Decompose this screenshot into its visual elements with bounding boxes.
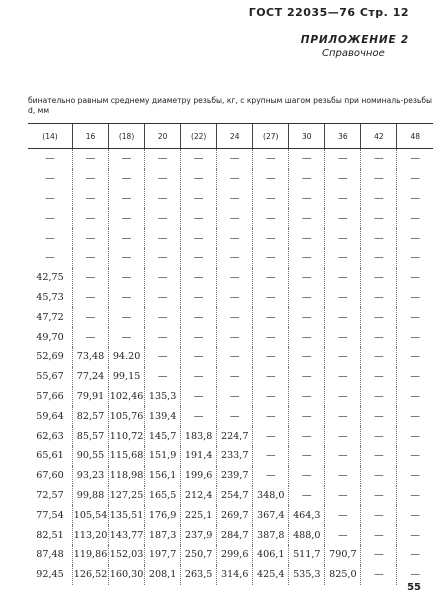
table-cell: —: [397, 466, 433, 486]
table-cell: 93,23: [73, 466, 109, 486]
table-cell: —: [325, 288, 361, 308]
column-header: 30: [289, 124, 325, 149]
table-cell: —: [45, 173, 55, 185]
table-row: [28, 387, 433, 407]
table-cell: —: [181, 169, 217, 189]
table-cell: —: [397, 208, 433, 228]
table-cell: —: [361, 387, 397, 407]
table-cell: 65,61: [36, 450, 64, 462]
table-cell: 511,7: [289, 545, 325, 565]
table-row: [28, 169, 433, 189]
column-header: (14): [28, 124, 73, 149]
table-cell: 59,64: [36, 410, 64, 422]
table-cell: 197,7: [145, 545, 181, 565]
table-cell: —: [361, 228, 397, 248]
table-cell: —: [181, 189, 217, 209]
table-cell: —: [73, 307, 109, 327]
table-cell: —: [217, 248, 253, 268]
table-cell: 45,73: [36, 291, 64, 303]
table-cell: —: [73, 189, 109, 209]
table-cell: —: [397, 189, 433, 209]
table-cell: —: [325, 426, 361, 446]
table-cell: —: [253, 268, 289, 288]
table-cell: 225,1: [181, 505, 217, 525]
table-cell: —: [289, 327, 325, 347]
table-cell: —: [181, 208, 217, 228]
table-cell: —: [217, 268, 253, 288]
table-cell: 406,1: [253, 545, 289, 565]
table-row: [28, 367, 433, 387]
table-cell: —: [253, 367, 289, 387]
table-cell: 92,45: [36, 569, 64, 581]
table-cell: —: [145, 268, 181, 288]
table-cell: —: [253, 208, 289, 228]
table-cell: —: [289, 208, 325, 228]
table-cell: —: [361, 466, 397, 486]
table-cell: —: [325, 387, 361, 407]
table-cell: —: [361, 347, 397, 367]
table-row: [28, 426, 433, 446]
table-cell: —: [289, 169, 325, 189]
table-cell: 145,7: [145, 426, 181, 446]
table-cell: 49,70: [36, 331, 64, 343]
table-cell: 314,6: [217, 565, 253, 585]
table-cell: —: [361, 426, 397, 446]
table-cell: —: [217, 149, 253, 169]
table-row: [28, 565, 433, 585]
table-cell: —: [361, 565, 397, 585]
table-cell: —: [217, 367, 253, 387]
table-cell: 254,7: [217, 486, 253, 506]
table-row: [28, 149, 433, 169]
table-cell: 250,7: [181, 545, 217, 565]
table-cell: —: [181, 248, 217, 268]
table-cell: 160,30: [109, 565, 145, 585]
table-cell: —: [289, 367, 325, 387]
table-cell: —: [397, 525, 433, 545]
table-cell: 187,3: [145, 525, 181, 545]
table-cell: —: [289, 228, 325, 248]
table-cell: —: [145, 347, 181, 367]
table-cell: —: [253, 248, 289, 268]
table-cell: —: [45, 252, 55, 264]
table-cell: —: [109, 228, 145, 248]
table-cell: 90,55: [73, 446, 109, 466]
column-header: (18): [109, 124, 145, 149]
table-cell: 284,7: [217, 525, 253, 545]
table-cell: —: [109, 307, 145, 327]
table-cell: 82,57: [73, 406, 109, 426]
column-header: 42: [361, 124, 397, 149]
table-row: [28, 327, 433, 347]
table-cell: —: [397, 347, 433, 367]
table-cell: —: [289, 149, 325, 169]
appendix-title: ПРИЛОЖЕНИЕ 2: [300, 34, 409, 46]
table-cell: —: [325, 268, 361, 288]
table-cell: 263,5: [181, 565, 217, 585]
table-cell: —: [397, 545, 433, 565]
table-cell: —: [289, 189, 325, 209]
data-table: [28, 123, 433, 585]
table-cell: —: [325, 466, 361, 486]
table-cell: —: [325, 406, 361, 426]
table-cell: 115,68: [109, 446, 145, 466]
table-cell: —: [145, 228, 181, 248]
table-cell: —: [217, 406, 253, 426]
table-row: [28, 208, 433, 228]
table-cell: 105,54: [73, 505, 109, 525]
table-cell: —: [397, 268, 433, 288]
table-cell: —: [361, 288, 397, 308]
table-cell: —: [253, 347, 289, 367]
table-cell: —: [397, 327, 433, 347]
table-cell: —: [73, 288, 109, 308]
table-cell: —: [73, 208, 109, 228]
table-cell: —: [289, 466, 325, 486]
table-cell: —: [289, 387, 325, 407]
table-cell: —: [397, 426, 433, 446]
table-cell: 212,4: [181, 486, 217, 506]
table-row: [28, 288, 433, 308]
table-cell: —: [361, 307, 397, 327]
table-cell: —: [361, 189, 397, 209]
table-cell: —: [109, 169, 145, 189]
table-header-row: [28, 124, 433, 149]
table-cell: 105,76: [109, 406, 145, 426]
table-cell: 119,86: [73, 545, 109, 565]
table-cell: —: [361, 327, 397, 347]
table-cell: 237,9: [181, 525, 217, 545]
table-cell: —: [325, 169, 361, 189]
table-cell: —: [181, 268, 217, 288]
table-cell: 99,15: [109, 367, 145, 387]
table-cell: 85,57: [73, 426, 109, 446]
table-cell: —: [325, 149, 361, 169]
table-cell: —: [109, 149, 145, 169]
column-header: 24: [217, 124, 253, 149]
table-cell: —: [73, 228, 109, 248]
table-cell: —: [181, 149, 217, 169]
table-row: [28, 228, 433, 248]
table-cell: 464,3: [289, 505, 325, 525]
table-row: [28, 189, 433, 209]
table-cell: —: [217, 307, 253, 327]
table-cell: 52,69: [36, 351, 64, 363]
table-cell: —: [73, 248, 109, 268]
column-header: (22): [181, 124, 217, 149]
table-cell: 425,4: [253, 565, 289, 585]
table-cell: —: [73, 268, 109, 288]
table-cell: 199,6: [181, 466, 217, 486]
table-row: [28, 545, 433, 565]
table-cell: —: [397, 248, 433, 268]
table-cell: 233,7: [217, 446, 253, 466]
table-cell: —: [325, 486, 361, 506]
table-cell: —: [397, 486, 433, 506]
table-cell: 77,24: [73, 367, 109, 387]
table-cell: —: [181, 367, 217, 387]
table-row: [28, 466, 433, 486]
table-cell: —: [397, 505, 433, 525]
table-cell: 224,7: [217, 426, 253, 446]
table-cell: 87,48: [36, 549, 64, 561]
table-cell: —: [361, 446, 397, 466]
table-cell: —: [325, 525, 361, 545]
table-cell: 42,75: [36, 272, 64, 284]
table-cell: —: [109, 189, 145, 209]
table-cell: —: [253, 149, 289, 169]
page-number: 55: [407, 582, 421, 593]
table-cell: —: [289, 446, 325, 466]
table-cell: 139,4: [145, 406, 181, 426]
table-cell: 825,0: [325, 565, 361, 585]
table-cell: —: [361, 486, 397, 506]
table-cell: —: [253, 169, 289, 189]
column-header: 20: [145, 124, 181, 149]
table-cell: 299,6: [217, 545, 253, 565]
table-cell: —: [145, 189, 181, 209]
table-row: [28, 307, 433, 327]
table-cell: 348,0: [253, 486, 289, 506]
table-cell: —: [325, 189, 361, 209]
table-cell: 239,7: [217, 466, 253, 486]
table-cell: —: [145, 169, 181, 189]
table-cell: —: [145, 149, 181, 169]
table-cell: —: [217, 288, 253, 308]
table-cell: —: [109, 268, 145, 288]
table-cell: 79,91: [73, 387, 109, 407]
table-cell: —: [397, 406, 433, 426]
table-cell: —: [253, 466, 289, 486]
table-cell: —: [253, 189, 289, 209]
table-row: [28, 486, 433, 506]
table-cell: —: [397, 307, 433, 327]
table-cell: —: [397, 149, 433, 169]
table-cell: 113,20: [73, 525, 109, 545]
table-cell: —: [145, 327, 181, 347]
table-cell: —: [325, 307, 361, 327]
table-cell: —: [361, 149, 397, 169]
table-cell: 73,48: [73, 347, 109, 367]
table-cell: 387,8: [253, 525, 289, 545]
table-cell: —: [217, 228, 253, 248]
table-cell: —: [253, 406, 289, 426]
table-cell: —: [325, 446, 361, 466]
table-cell: 72,57: [36, 489, 64, 501]
table-cell: 183,8: [181, 426, 217, 446]
table-cell: 118,98: [109, 466, 145, 486]
table-cell: —: [73, 327, 109, 347]
table-row: [28, 347, 433, 367]
table-cell: —: [217, 347, 253, 367]
table-cell: —: [361, 545, 397, 565]
table-cell: —: [397, 367, 433, 387]
table-cell: 57,66: [36, 390, 64, 402]
table-cell: —: [289, 347, 325, 367]
table-cell: 143,77: [109, 525, 145, 545]
table-cell: 269,7: [217, 505, 253, 525]
table-cell: —: [253, 446, 289, 466]
table-cell: —: [253, 307, 289, 327]
table-cell: —: [45, 212, 55, 224]
table-cell: 152,03: [109, 545, 145, 565]
table-cell: 67,60: [36, 470, 64, 482]
table-cell: 151,9: [145, 446, 181, 466]
table-row: [28, 505, 433, 525]
table-cell: —: [397, 288, 433, 308]
table-cell: —: [253, 426, 289, 446]
table-cell: —: [145, 288, 181, 308]
table-cell: —: [361, 505, 397, 525]
table-cell: —: [73, 169, 109, 189]
table-cell: —: [181, 288, 217, 308]
table-cell: —: [325, 347, 361, 367]
table-cell: —: [361, 268, 397, 288]
table-cell: —: [45, 232, 55, 244]
table-cell: —: [397, 387, 433, 407]
table-cell: 102,46: [109, 387, 145, 407]
table-cell: 110,72: [109, 426, 145, 446]
table-cell: —: [397, 228, 433, 248]
table-row: [28, 525, 433, 545]
table-cell: —: [181, 406, 217, 426]
table-cell: —: [361, 525, 397, 545]
table-cell: —: [325, 248, 361, 268]
table-cell: —: [253, 288, 289, 308]
table-cell: —: [361, 208, 397, 228]
table-cell: 62,63: [36, 430, 64, 442]
table-cell: —: [45, 153, 55, 165]
table-intro: бинательно равным среднему диаметру резьбы, кг, с крупным шагом резьбы при номиналь-резьбы d, мм: [28, 96, 433, 115]
page-header: ГОСТ 22035—76 Стр. 12: [248, 6, 409, 19]
table-cell: 77,54: [36, 509, 64, 521]
table-cell: —: [253, 228, 289, 248]
table-cell: —: [217, 327, 253, 347]
table-cell: —: [145, 208, 181, 228]
table-cell: —: [325, 228, 361, 248]
table-cell: —: [73, 149, 109, 169]
table-cell: —: [325, 367, 361, 387]
table-cell: 156,1: [145, 466, 181, 486]
table-cell: —: [361, 367, 397, 387]
table-cell: 82,51: [36, 529, 64, 541]
table-cell: —: [217, 169, 253, 189]
table-cell: —: [253, 387, 289, 407]
table-cell: —: [289, 406, 325, 426]
column-header: 36: [325, 124, 361, 149]
table-cell: —: [289, 248, 325, 268]
table-cell: —: [325, 505, 361, 525]
table-cell: —: [397, 169, 433, 189]
table-body: [28, 149, 433, 585]
table-cell: —: [361, 406, 397, 426]
table-cell: —: [109, 208, 145, 228]
table-cell: 127,25: [109, 486, 145, 506]
table-cell: —: [145, 248, 181, 268]
table-cell: —: [289, 268, 325, 288]
table-cell: —: [289, 307, 325, 327]
table-cell: 99,88: [73, 486, 109, 506]
table-cell: —: [109, 327, 145, 347]
column-header: 48: [397, 124, 433, 149]
table-cell: —: [361, 248, 397, 268]
table-cell: —: [289, 486, 325, 506]
table-cell: —: [289, 288, 325, 308]
table-cell: —: [217, 208, 253, 228]
table-cell: —: [397, 446, 433, 466]
table-cell: 126,52: [73, 565, 109, 585]
table-cell: —: [361, 169, 397, 189]
table-cell: 367,4: [253, 505, 289, 525]
appendix-subtitle: Справочное: [322, 48, 385, 59]
table-cell: —: [45, 192, 55, 204]
table-cell: —: [109, 248, 145, 268]
column-header: (27): [253, 124, 289, 149]
table-cell: 135,3: [145, 387, 181, 407]
table-cell: 55,67: [36, 371, 64, 383]
table-cell: —: [181, 307, 217, 327]
table-cell: 47,72: [36, 311, 64, 323]
table-cell: —: [145, 307, 181, 327]
table-cell: —: [289, 426, 325, 446]
table-cell: 208,1: [145, 565, 181, 585]
table-cell: —: [181, 228, 217, 248]
table-cell: —: [397, 565, 433, 585]
table-cell: —: [181, 327, 217, 347]
table-cell: —: [325, 327, 361, 347]
table-cell: 165,5: [145, 486, 181, 506]
table-cell: 94.20: [109, 347, 145, 367]
table-cell: —: [181, 347, 217, 367]
table-cell: —: [109, 288, 145, 308]
table-row: [28, 268, 433, 288]
table-cell: 176,9: [145, 505, 181, 525]
table-row: [28, 248, 433, 268]
table-cell: —: [145, 367, 181, 387]
table-cell: —: [217, 387, 253, 407]
table-cell: 135,51: [109, 505, 145, 525]
table-cell: 191,4: [181, 446, 217, 466]
table-cell: —: [253, 327, 289, 347]
table-cell: —: [217, 189, 253, 209]
table-row: [28, 406, 433, 426]
table-cell: —: [181, 387, 217, 407]
table-row: [28, 446, 433, 466]
column-header: 16: [73, 124, 109, 149]
table-cell: 535,3: [289, 565, 325, 585]
table-cell: 790,7: [325, 545, 361, 565]
table-cell: —: [325, 208, 361, 228]
table-cell: 488,0: [289, 525, 325, 545]
